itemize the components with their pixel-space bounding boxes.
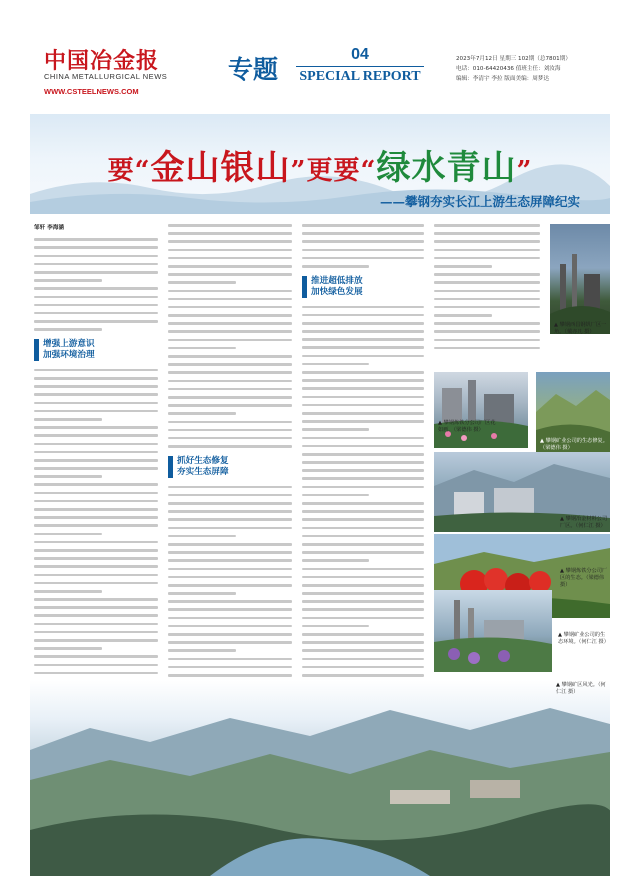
body-text-line xyxy=(302,469,424,472)
body-text-line xyxy=(168,559,292,562)
body-text-line xyxy=(34,541,158,544)
body-text-line xyxy=(434,240,540,243)
newspaper-url[interactable]: WWW.CSTEELNEWS.COM xyxy=(44,87,139,96)
photo-caption-7: ▲ 攀钢矿区风光。（何仁江 摄） xyxy=(556,682,606,695)
body-text-line xyxy=(302,265,369,268)
body-text-line xyxy=(34,557,158,560)
body-text-line xyxy=(168,273,292,276)
body-text-line xyxy=(34,238,158,241)
photo-eco-environment xyxy=(434,590,552,672)
body-text-line xyxy=(302,674,424,677)
body-text-line xyxy=(34,598,158,601)
body-text-line xyxy=(168,543,292,546)
article-column-4 xyxy=(434,224,540,364)
body-text-line xyxy=(34,369,158,372)
section-title-en: SPECIAL REPORT xyxy=(299,69,421,84)
body-text-line xyxy=(34,508,158,511)
body-text-line xyxy=(168,641,292,644)
body-text-line xyxy=(34,255,158,258)
body-text-line xyxy=(34,475,102,478)
body-text-line xyxy=(302,666,424,669)
body-text-line xyxy=(302,600,424,603)
body-text-line xyxy=(34,393,158,396)
body-text-line xyxy=(434,330,540,333)
body-text-line xyxy=(168,281,236,284)
body-text-line xyxy=(302,346,424,349)
body-text-line xyxy=(34,451,158,454)
body-text-line xyxy=(34,574,158,577)
body-text-line xyxy=(168,518,292,521)
body-text-line xyxy=(34,279,102,282)
body-text-line xyxy=(302,314,424,317)
body-text-line xyxy=(168,551,292,554)
article-column-2 xyxy=(168,224,292,754)
body-text-line xyxy=(168,339,292,342)
body-text-line xyxy=(168,421,292,424)
body-text-line xyxy=(168,396,292,399)
body-text-line xyxy=(168,388,292,391)
body-text-line xyxy=(302,224,424,227)
body-text-line xyxy=(302,428,369,431)
body-text-line xyxy=(302,404,424,407)
body-text-line xyxy=(302,437,424,440)
body-text-line xyxy=(34,410,158,413)
body-text-line xyxy=(302,551,424,554)
subtitle-1-text: 增强上游意识 加强环境治理 xyxy=(43,338,95,360)
body-text-line xyxy=(168,584,292,587)
body-text-line xyxy=(302,338,424,341)
body-text-line xyxy=(34,434,158,437)
body-text-line xyxy=(434,306,540,309)
body-text-line xyxy=(302,518,424,521)
body-text-line xyxy=(34,606,158,609)
article-column-3 xyxy=(302,224,424,754)
body-text-line xyxy=(168,437,292,440)
body-text-line xyxy=(168,380,292,383)
photo-mine-landscape xyxy=(30,680,610,876)
body-text-line xyxy=(168,568,292,571)
body-text-line xyxy=(434,249,540,252)
subtitle-bar xyxy=(168,456,173,478)
subtitle-3 xyxy=(302,276,424,298)
body-text-line xyxy=(34,565,158,568)
body-text-line xyxy=(168,527,292,530)
body-text-line xyxy=(168,240,292,243)
subtitle-bar xyxy=(34,339,39,361)
byline: 邹轩 李海涵 xyxy=(34,225,64,231)
body-text-line xyxy=(168,257,292,260)
body-text-line xyxy=(302,617,424,620)
body-text-line xyxy=(302,355,424,358)
body-text-line xyxy=(302,306,424,309)
body-text-line xyxy=(302,330,424,333)
subtitle-1 xyxy=(34,339,158,361)
body-text-line xyxy=(302,371,424,374)
body-text-line xyxy=(302,649,424,652)
body-text-line xyxy=(168,617,292,620)
photo-caption-3: ▲ 攀钢矿业公司的生态修复。（梁德伟 摄） xyxy=(540,438,608,451)
body-text-line xyxy=(34,614,158,617)
body-text-line xyxy=(302,641,424,644)
body-text-line xyxy=(34,483,158,486)
body-text-line xyxy=(168,249,292,252)
body-text-line xyxy=(302,445,424,448)
body-text-line xyxy=(168,633,292,636)
body-text-line xyxy=(302,568,424,571)
body-text-line xyxy=(34,443,158,446)
body-text-line xyxy=(168,412,236,415)
photo-caption-2: ▲ 攀钢炼铁分公司厂区花如画。（梁德伟 摄） xyxy=(438,420,496,433)
body-text-line xyxy=(34,647,102,650)
body-text-line xyxy=(302,249,424,252)
sub-headline: ——攀钢夯实长江上游生态屏障纪实 xyxy=(379,194,580,209)
body-text-line xyxy=(302,527,424,530)
issue-date: 2023年7月12日 星期三 102期（总7801期） xyxy=(456,56,571,62)
body-text-line xyxy=(168,298,292,301)
body-text-line xyxy=(168,355,292,358)
contact-line: 电话：010-64420436 值班主任：刘汝海 xyxy=(456,66,561,72)
body-text-line xyxy=(168,232,292,235)
body-text-line xyxy=(302,592,424,595)
body-text-line xyxy=(168,445,292,448)
body-text-line xyxy=(302,322,424,325)
body-text-line xyxy=(302,576,424,579)
body-text-line xyxy=(168,535,236,538)
body-text-line xyxy=(168,502,292,505)
body-text-line xyxy=(34,271,158,274)
body-text-line xyxy=(168,510,292,513)
editor-line: 编辑：李清宇 李拉 版面美编：周梦达 xyxy=(456,76,550,82)
body-text-line xyxy=(302,510,424,513)
body-text-line xyxy=(302,477,424,480)
body-text-line xyxy=(434,322,540,325)
body-text-line xyxy=(168,306,292,309)
body-text-line xyxy=(168,486,292,489)
body-text-line xyxy=(168,608,292,611)
body-text-line xyxy=(168,429,292,432)
body-text-line xyxy=(302,502,424,505)
masthead xyxy=(0,0,640,100)
body-text-line xyxy=(168,265,292,268)
body-text-line xyxy=(34,459,158,462)
page-number-divider xyxy=(296,66,424,67)
body-text-line xyxy=(168,666,292,669)
body-text-line xyxy=(168,224,292,227)
photo-caption-4: ▲ 攀钢冶金材料公司厂区。（何仁江 摄） xyxy=(560,516,608,529)
body-text-line xyxy=(168,600,292,603)
body-text-line xyxy=(34,304,158,307)
body-text-line xyxy=(34,467,158,470)
body-text-line xyxy=(34,287,158,290)
body-text-line xyxy=(168,625,292,628)
body-text-line xyxy=(34,655,158,658)
body-text-line xyxy=(302,608,424,611)
body-text-line xyxy=(168,649,236,652)
body-text-line xyxy=(302,420,424,423)
body-text-line xyxy=(434,347,540,350)
body-text-line xyxy=(34,296,158,299)
body-text-line xyxy=(34,623,158,626)
body-text-line xyxy=(34,524,158,527)
body-text-line xyxy=(434,314,492,317)
body-text-line xyxy=(434,232,540,235)
body-text-line xyxy=(434,257,540,260)
body-text-line xyxy=(34,263,158,266)
subtitle-3-text: 推进超低排放 加快绿色发展 xyxy=(311,275,363,297)
photo-caption-1: ▲ 攀钢西昌钢钒厂区一角。（戴亦凡 摄） xyxy=(554,322,607,335)
body-text-line xyxy=(434,290,540,293)
photo-factory-flowers xyxy=(434,372,528,448)
body-text-line xyxy=(302,461,424,464)
body-text-line xyxy=(168,576,292,579)
body-text-line xyxy=(434,265,492,268)
body-text-line xyxy=(434,298,540,301)
body-text-line xyxy=(34,492,158,495)
body-text-line xyxy=(34,582,158,585)
body-text-line xyxy=(168,314,292,317)
body-text-line xyxy=(34,533,102,536)
photo-caption-6: ▲ 攀钢矿业公司的生态环境。（何仁江 摄） xyxy=(558,632,609,645)
body-text-line xyxy=(434,273,540,276)
body-text-line xyxy=(168,322,292,325)
body-text-line xyxy=(302,543,424,546)
body-text-line xyxy=(168,330,292,333)
body-text-line xyxy=(34,639,158,642)
body-text-line xyxy=(34,672,158,675)
body-text-line xyxy=(434,339,540,342)
body-text-line xyxy=(34,402,158,405)
body-text-line xyxy=(168,347,236,350)
body-text-line xyxy=(34,549,158,552)
body-text-line xyxy=(168,592,236,595)
headline-keyword-green: 绿水青山 xyxy=(376,148,517,188)
body-text-line xyxy=(34,418,102,421)
body-text-line xyxy=(302,232,424,235)
body-text-line xyxy=(34,590,102,593)
body-text-line xyxy=(302,633,424,636)
main-headline: 要“金山银山”更要“绿水青山” xyxy=(107,148,533,188)
body-text-line xyxy=(34,246,158,249)
body-text-line xyxy=(302,584,424,587)
body-text-line xyxy=(302,486,424,489)
photo-plant-view xyxy=(550,224,610,334)
subtitle-2-text: 抓好生态修复 夯实生态屏障 xyxy=(177,455,229,477)
body-text-line xyxy=(168,494,292,497)
body-text-line xyxy=(34,385,158,388)
newspaper-logo-en: CHINA METALLURGICAL NEWS xyxy=(44,72,168,81)
body-text-line xyxy=(302,240,424,243)
body-text-line xyxy=(302,379,424,382)
body-text-line xyxy=(34,516,158,519)
subtitle-2 xyxy=(168,456,292,478)
body-text-line xyxy=(34,312,158,315)
body-text-line xyxy=(302,396,424,399)
page-number: 04 xyxy=(351,46,369,63)
body-text-line xyxy=(34,500,158,503)
body-text-line xyxy=(302,387,424,390)
body-text-line xyxy=(168,371,292,374)
body-text-line xyxy=(302,535,424,538)
body-text-line xyxy=(168,290,292,293)
newspaper-logo: 中国冶金报 xyxy=(44,48,160,74)
body-text-line xyxy=(302,453,424,456)
body-text-line xyxy=(302,494,369,497)
body-text-line xyxy=(168,674,292,677)
article-column-1 xyxy=(34,224,158,754)
body-text-line xyxy=(34,328,102,331)
body-text-line xyxy=(34,320,158,323)
body-text-line xyxy=(434,224,540,227)
headline-keyword-gold: 金山银山 xyxy=(150,148,291,188)
body-text-line xyxy=(302,363,369,366)
body-text-line xyxy=(34,377,158,380)
subtitle-bar xyxy=(302,276,307,298)
body-text-line xyxy=(34,426,158,429)
body-text-line xyxy=(168,404,292,407)
body-text-line xyxy=(434,281,540,284)
body-text-line xyxy=(168,363,292,366)
section-title: 专题 xyxy=(228,55,279,84)
body-text-line xyxy=(302,658,424,661)
body-text-line xyxy=(34,664,158,667)
photo-caption-5: ▲ 攀钢炼铁分公司厂区的生态。（梁德伟 摄） xyxy=(560,568,608,588)
body-text-line xyxy=(302,559,369,562)
body-text-line xyxy=(302,257,424,260)
body-text-line xyxy=(34,631,158,634)
body-text-line xyxy=(302,412,424,415)
body-text-line xyxy=(168,658,292,661)
body-text-line xyxy=(302,625,369,628)
